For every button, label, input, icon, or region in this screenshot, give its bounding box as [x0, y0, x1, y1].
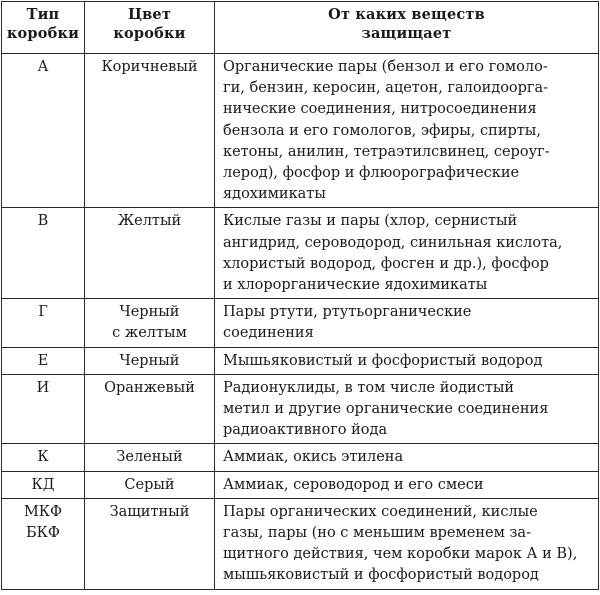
protection-description-cell [215, 208, 599, 299]
protection-description-cell [215, 54, 599, 208]
protection-description-cell [215, 374, 599, 444]
protection-description-line: лерод), фосфор и флюорографические [223, 165, 520, 182]
table-row [2, 54, 599, 208]
box-type-line: Е [37, 352, 49, 369]
box-type-cell [2, 498, 85, 589]
protection-description-line: бензола и его гомологов, эфиры, спирты, [223, 122, 541, 139]
box-color-line: Черный [119, 352, 180, 369]
protection-description-line: Пары ртути, ртутьорганические [223, 304, 472, 321]
table-row [2, 208, 599, 299]
box-type-cell [2, 347, 85, 374]
header-type: Тип коробки [2, 2, 85, 54]
box-color-line: с желтым [112, 325, 187, 342]
protection-description-line: Мышьяковистый и фосфористый водород [223, 352, 543, 369]
box-color-line: Коричневый [101, 59, 198, 75]
table-body [2, 54, 599, 590]
protection-description-line: кетоны, анилин, тетраэтилсвинец, сероуг- [223, 143, 550, 160]
protection-description-line: Пары органических соединений, кислые [223, 503, 538, 520]
protection-description-line: радиоактивного йода [223, 422, 388, 439]
box-color-cell [85, 498, 215, 589]
box-type-line: А [37, 59, 49, 75]
protection-description-line: хлористый водород, фосген и др.), фосфор [223, 255, 549, 272]
gas-mask-box-table [1, 1, 599, 590]
box-type-cell [2, 299, 85, 347]
protection-description-line: ги, бензин, керосин, ацетон, галоидоорга- [223, 80, 549, 97]
box-color-line: Серый [124, 476, 175, 493]
header-color: Цвет коробки [85, 2, 215, 54]
box-color-cell [85, 299, 215, 347]
box-type-cell [2, 444, 85, 471]
protection-description-cell [215, 498, 599, 589]
box-color-cell [85, 374, 215, 444]
protection-description-line: метил и другие органические соединения [223, 401, 549, 418]
protection-description-cell [215, 299, 599, 347]
protection-description-line: мышьяковистый и фосфористый водород [223, 567, 539, 584]
box-color-line: Зеленый [116, 449, 183, 466]
box-type-cell [2, 208, 85, 299]
box-type-line: МКФ [23, 503, 63, 520]
box-type-line: Г [38, 304, 48, 321]
header-row [2, 2, 599, 54]
box-color-cell [85, 208, 215, 299]
protection-description-line: Аммиак, окись этилена [223, 449, 404, 466]
box-color-cell [85, 347, 215, 374]
box-color-line: Оранжевый [104, 379, 195, 396]
box-color-line: Черный [119, 304, 180, 321]
box-type-line: И [36, 379, 50, 396]
table-row [2, 299, 599, 347]
protection-description-line: Органические пары (бензол и его гомоло- [223, 59, 548, 75]
table-row [2, 347, 599, 374]
box-color-cell [85, 471, 215, 498]
header-protects: От каких веществ защищает [215, 2, 599, 54]
box-type-line: В [37, 213, 49, 230]
box-type-cell [2, 471, 85, 498]
box-color-line: Желтый [117, 213, 182, 230]
protection-description-line: ядохимикаты [223, 186, 326, 203]
protection-description-cell [215, 347, 599, 374]
box-type-line: К [37, 449, 49, 466]
protection-description-cell [215, 471, 599, 498]
box-color-cell [85, 444, 215, 471]
box-type-line: КД [31, 476, 55, 493]
protection-description-line: Кислые газы и пары (хлор, сернистый [223, 213, 518, 230]
box-color-cell [85, 54, 215, 208]
protection-description-line: и хлорорганические ядохимикаты [223, 277, 488, 294]
box-type-line: БКФ [26, 525, 60, 542]
box-color-line: Защитный [109, 503, 190, 520]
table-row [2, 498, 599, 589]
box-type-cell [2, 374, 85, 444]
box-type-cell [2, 54, 85, 208]
table-row [2, 374, 599, 444]
protection-description-line: ангидрид, сероводород, синильная кислота, [223, 234, 563, 251]
protection-description-line: соединения [223, 325, 314, 342]
protection-description-line: щитного действия, чем коробки марок А и В), [223, 546, 578, 563]
table-row [2, 444, 599, 471]
protection-description-cell [215, 444, 599, 471]
protection-description-line: газы, пары (но с меньшим временем за- [223, 525, 531, 542]
protection-description-line: Радионуклиды, в том числе йодистый [223, 379, 515, 396]
protection-description-line: нические соединения, нитросоединения [223, 101, 537, 118]
protection-description-line: Аммиак, сероводород и его смеси [223, 476, 484, 493]
table-row [2, 471, 599, 498]
